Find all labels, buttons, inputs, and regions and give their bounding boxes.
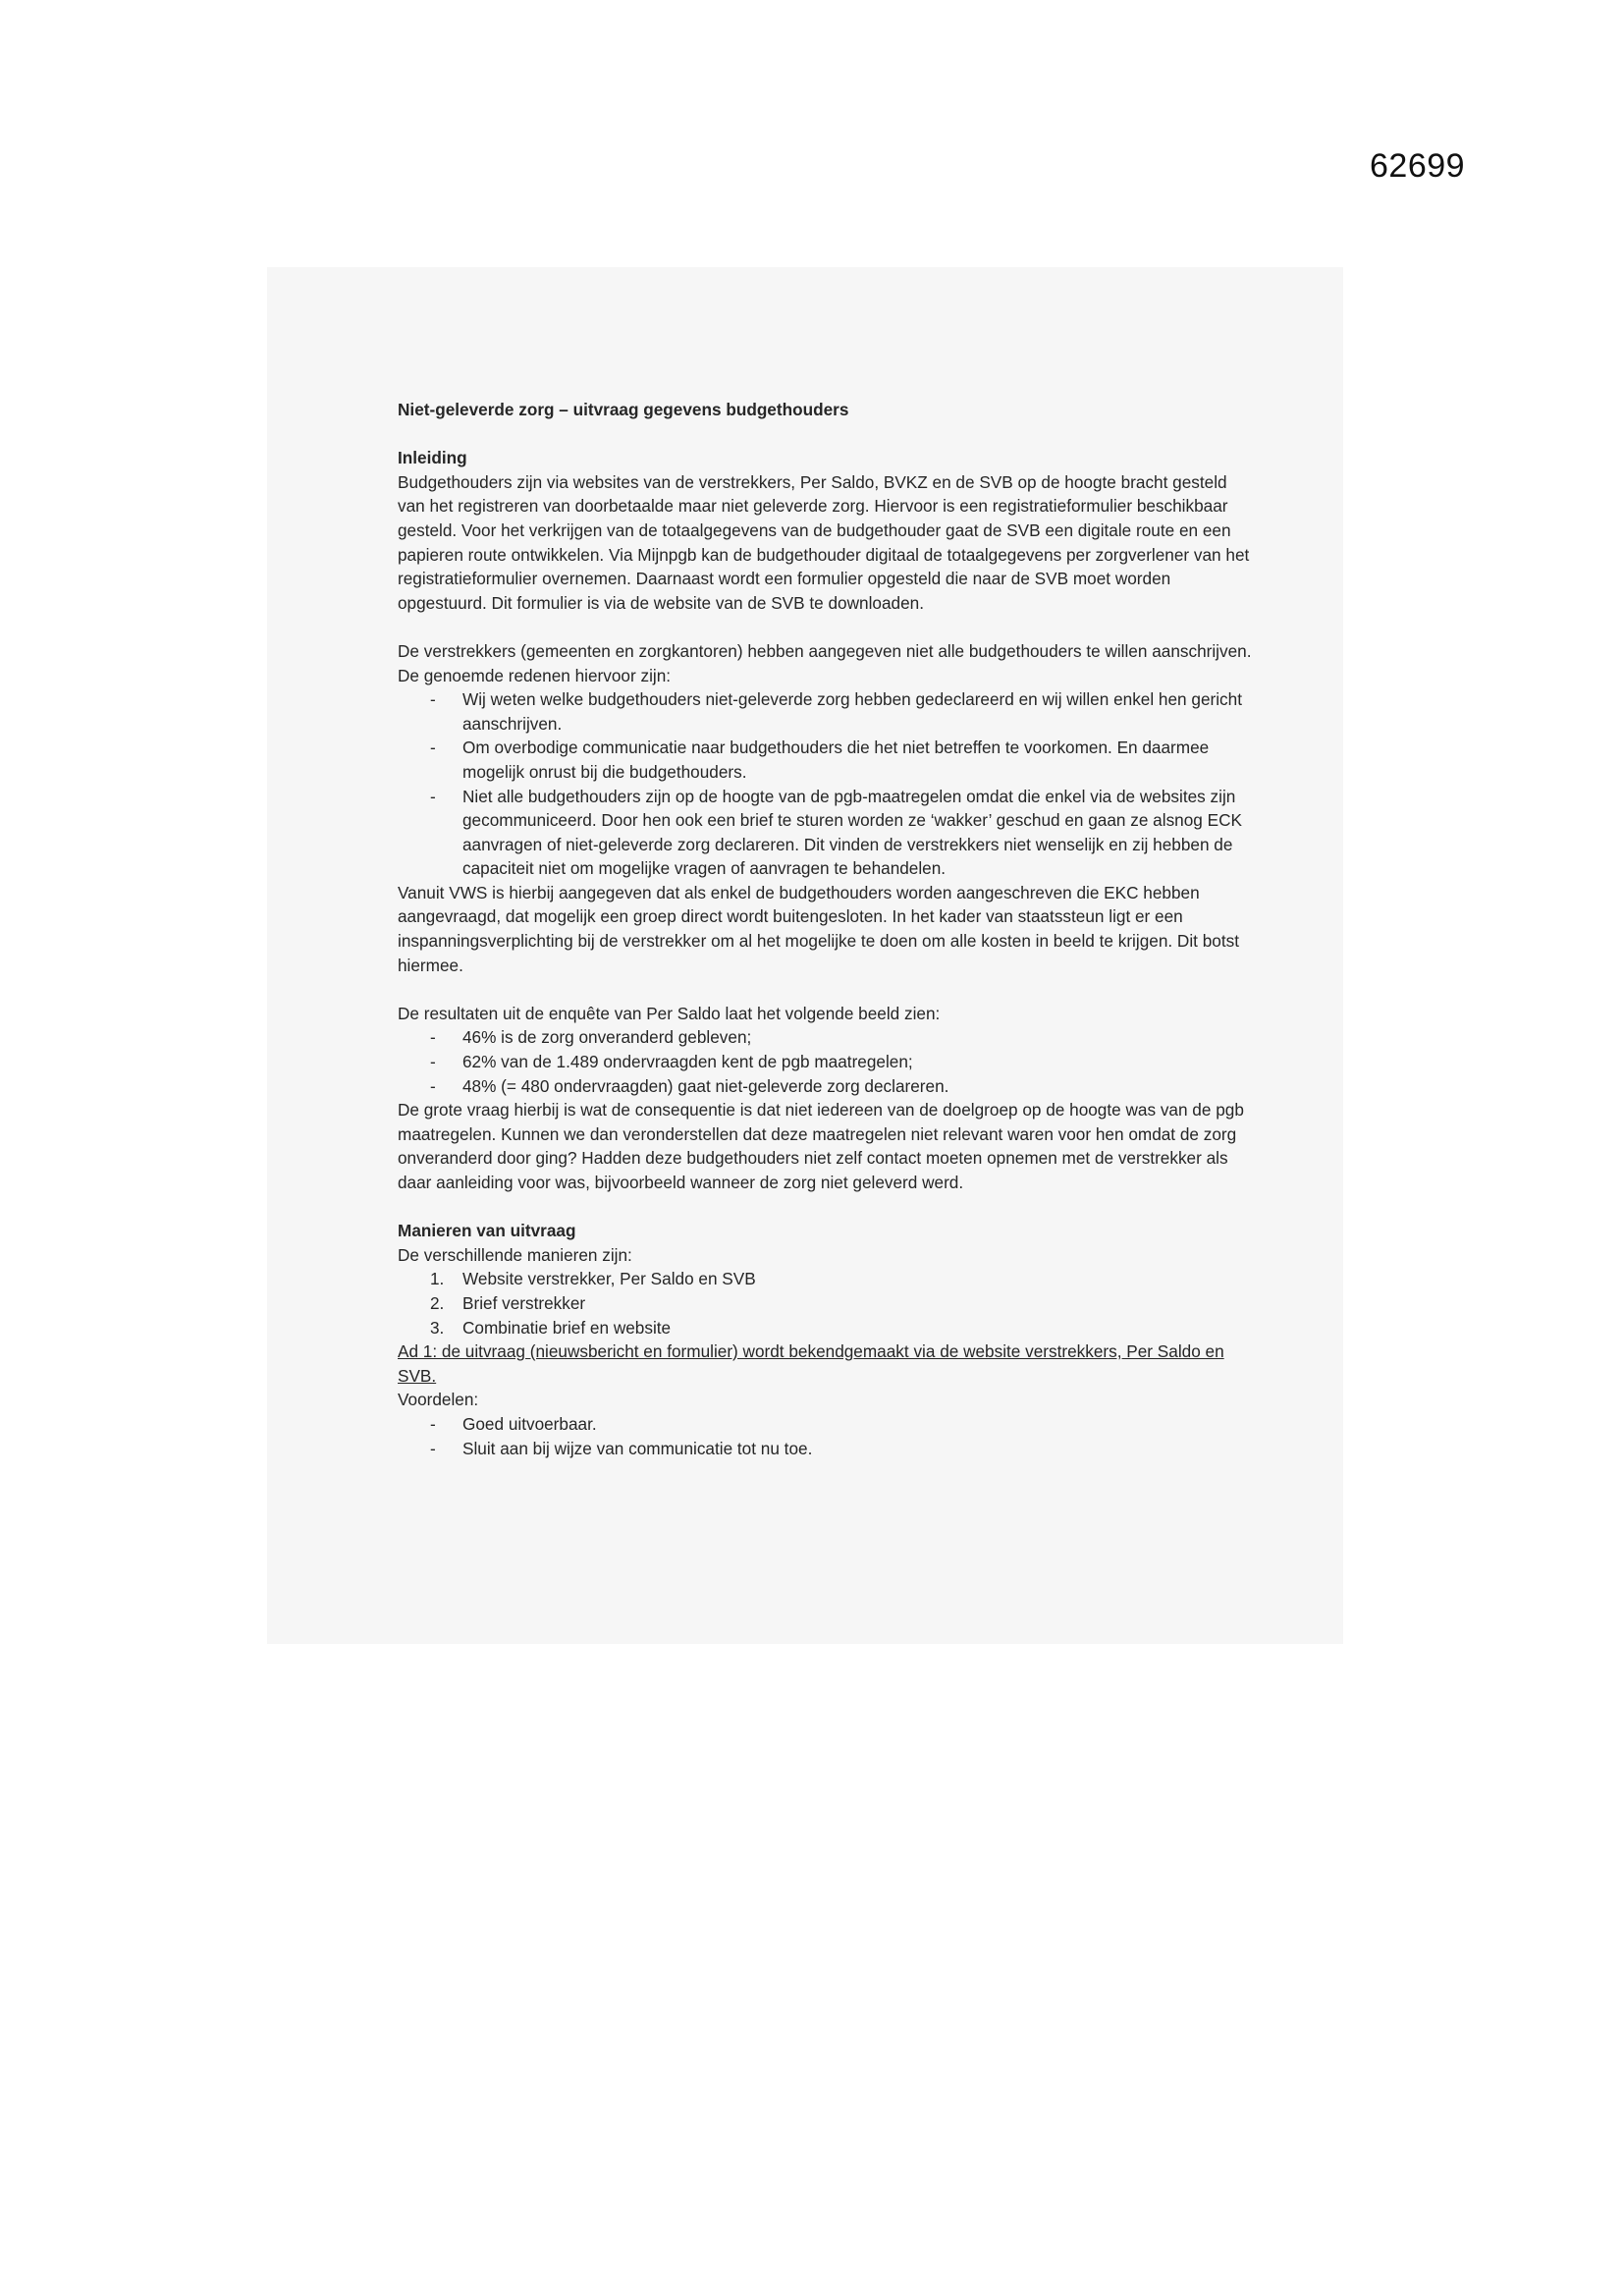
manieren-heading: Manieren van uitvraag bbox=[398, 1221, 576, 1241]
list-item: - Sluit aan bij wijze van communicatie tot nu toe. bbox=[398, 1437, 1252, 1461]
document-number: 62699 bbox=[1370, 147, 1466, 185]
manieren-list bbox=[398, 1267, 1252, 1339]
list-number: 2. bbox=[430, 1292, 445, 1313]
document-body bbox=[398, 398, 1252, 1460]
list-item bbox=[398, 1316, 1252, 1340]
voordelen-list bbox=[398, 1412, 1252, 1460]
list-item: - 46% is de zorg onveranderd gebleven; bbox=[398, 1025, 1252, 1050]
list-item: - Om overbodige communicatie naar budgethouders die het niet betreffen te voorkomen. En daarmee mogelijk onrust bij die budgethouders. bbox=[398, 736, 1252, 784]
list-item bbox=[398, 1267, 1252, 1291]
inleiding-heading: Inleiding bbox=[398, 448, 467, 468]
verstrekkers-reasons-list bbox=[398, 687, 1252, 881]
list-item bbox=[398, 1291, 1252, 1316]
manieren-intro: De verschillende manieren zijn: bbox=[398, 1244, 632, 1265]
list-item: - Goed uitvoerbaar. bbox=[398, 1412, 1252, 1437]
list-item: - 48% (= 480 ondervraagden) gaat niet-geleverde zorg declareren. bbox=[398, 1074, 1252, 1099]
vws-paragraph: Vanuit VWS is hierbij aangegeven dat als enkel de budgethouders worden aangeschreven die EKC hebben aangevraagd, dat mogelijk een groep direct wordt buitengesloten. In het kader van staatssteun ligt er een inspanningsverplichting bij de verstrekker om al het mogelijke te doen om alle kosten in beeld te krijgen. Dit botst hiermee. bbox=[398, 882, 1239, 975]
inleiding-paragraph: Budgethouders zijn via websites van de verstrekkers, Per Saldo, BVKZ en de SVB op de hoogte bracht gesteld van het registreren van doorbetaalde maar niet geleverde zorg. Hiervoor is een registratieformulier beschikbaar gesteld. Voor het verkrijgen van de totaalgegevens van de budgethouder gaat de SVB een digitale route en een papieren route ontwikkelen. Via Mijnpgb kan de budgethouder digitaal de totaalgegevens per zorgverlener van het registratieformulier overnemen. Daarnaast wordt een formulier opgesteld die naar de SVB moet worden opgestuurd. Dit formulier is via de website van de SVB te downloaden. bbox=[398, 471, 1250, 613]
voordelen-label: Voordelen: bbox=[398, 1390, 479, 1410]
list-text: Website verstrekker, Per Saldo en SVB bbox=[462, 1269, 756, 1289]
list-text: Combinatie brief en website bbox=[462, 1317, 672, 1338]
list-item: - Wij weten welke budgethouders niet-geleverde zorg hebben gedeclareerd en wij willen enkel hen gericht aanschrijven. bbox=[398, 687, 1252, 736]
enquete-intro: De resultaten uit de enquête van Per Saldo laat het volgende beeld zien: bbox=[398, 1003, 941, 1023]
document-title: Niet-geleverde zorg – uitvraag gegevens budgethouders bbox=[398, 400, 849, 419]
ad1-heading: Ad 1: de uitvraag (nieuwsbericht en formulier) wordt bekendgemaakt via de website verstrekkers, Per Saldo en SVB. bbox=[398, 1341, 1224, 1386]
list-item: - 62% van de 1.489 ondervraagden kent de pgb maatregelen; bbox=[398, 1050, 1252, 1074]
enquete-results-list bbox=[398, 1025, 1252, 1098]
list-item: - Niet alle budgethouders zijn op de hoogte van de pgb-maatregelen omdat die enkel via de websites zijn gecommuniceerd. Door hen ook een brief te sturen worden ze ‘wakker’ geschud en gaan ze alsnog ECK aanvragen of niet-geleverde zorg declareren. Dit vinden de verstrekkers niet wenselijk en zij hebben de capaciteit niet om mogelijke vragen of aanvragen te behandelen. bbox=[398, 785, 1252, 881]
list-number: 1. bbox=[430, 1269, 445, 1289]
list-number: 3. bbox=[430, 1317, 445, 1338]
enquete-followup: De grote vraag hierbij is wat de consequentie is dat niet iedereen van de doelgroep op de hoogte was van de pgb maatregelen. Kunnen we dan veronderstellen dat deze maatregelen niet relevant waren voor hen omdat de zorg onveranderd door ging? Hadden deze budgethouders niet zelf contact moeten opnemen met de verstrekker als daar aanleiding voor was, bijvoorbeeld wanneer de zorg niet geleverd werd. bbox=[398, 1100, 1244, 1192]
verstrekkers-intro: De verstrekkers (gemeenten en zorgkantoren) hebben aangegeven niet alle budgethouders te willen aanschrijven. De genoemde redenen hiervoor zijn: bbox=[398, 640, 1252, 685]
list-text: Brief verstrekker bbox=[462, 1292, 586, 1313]
